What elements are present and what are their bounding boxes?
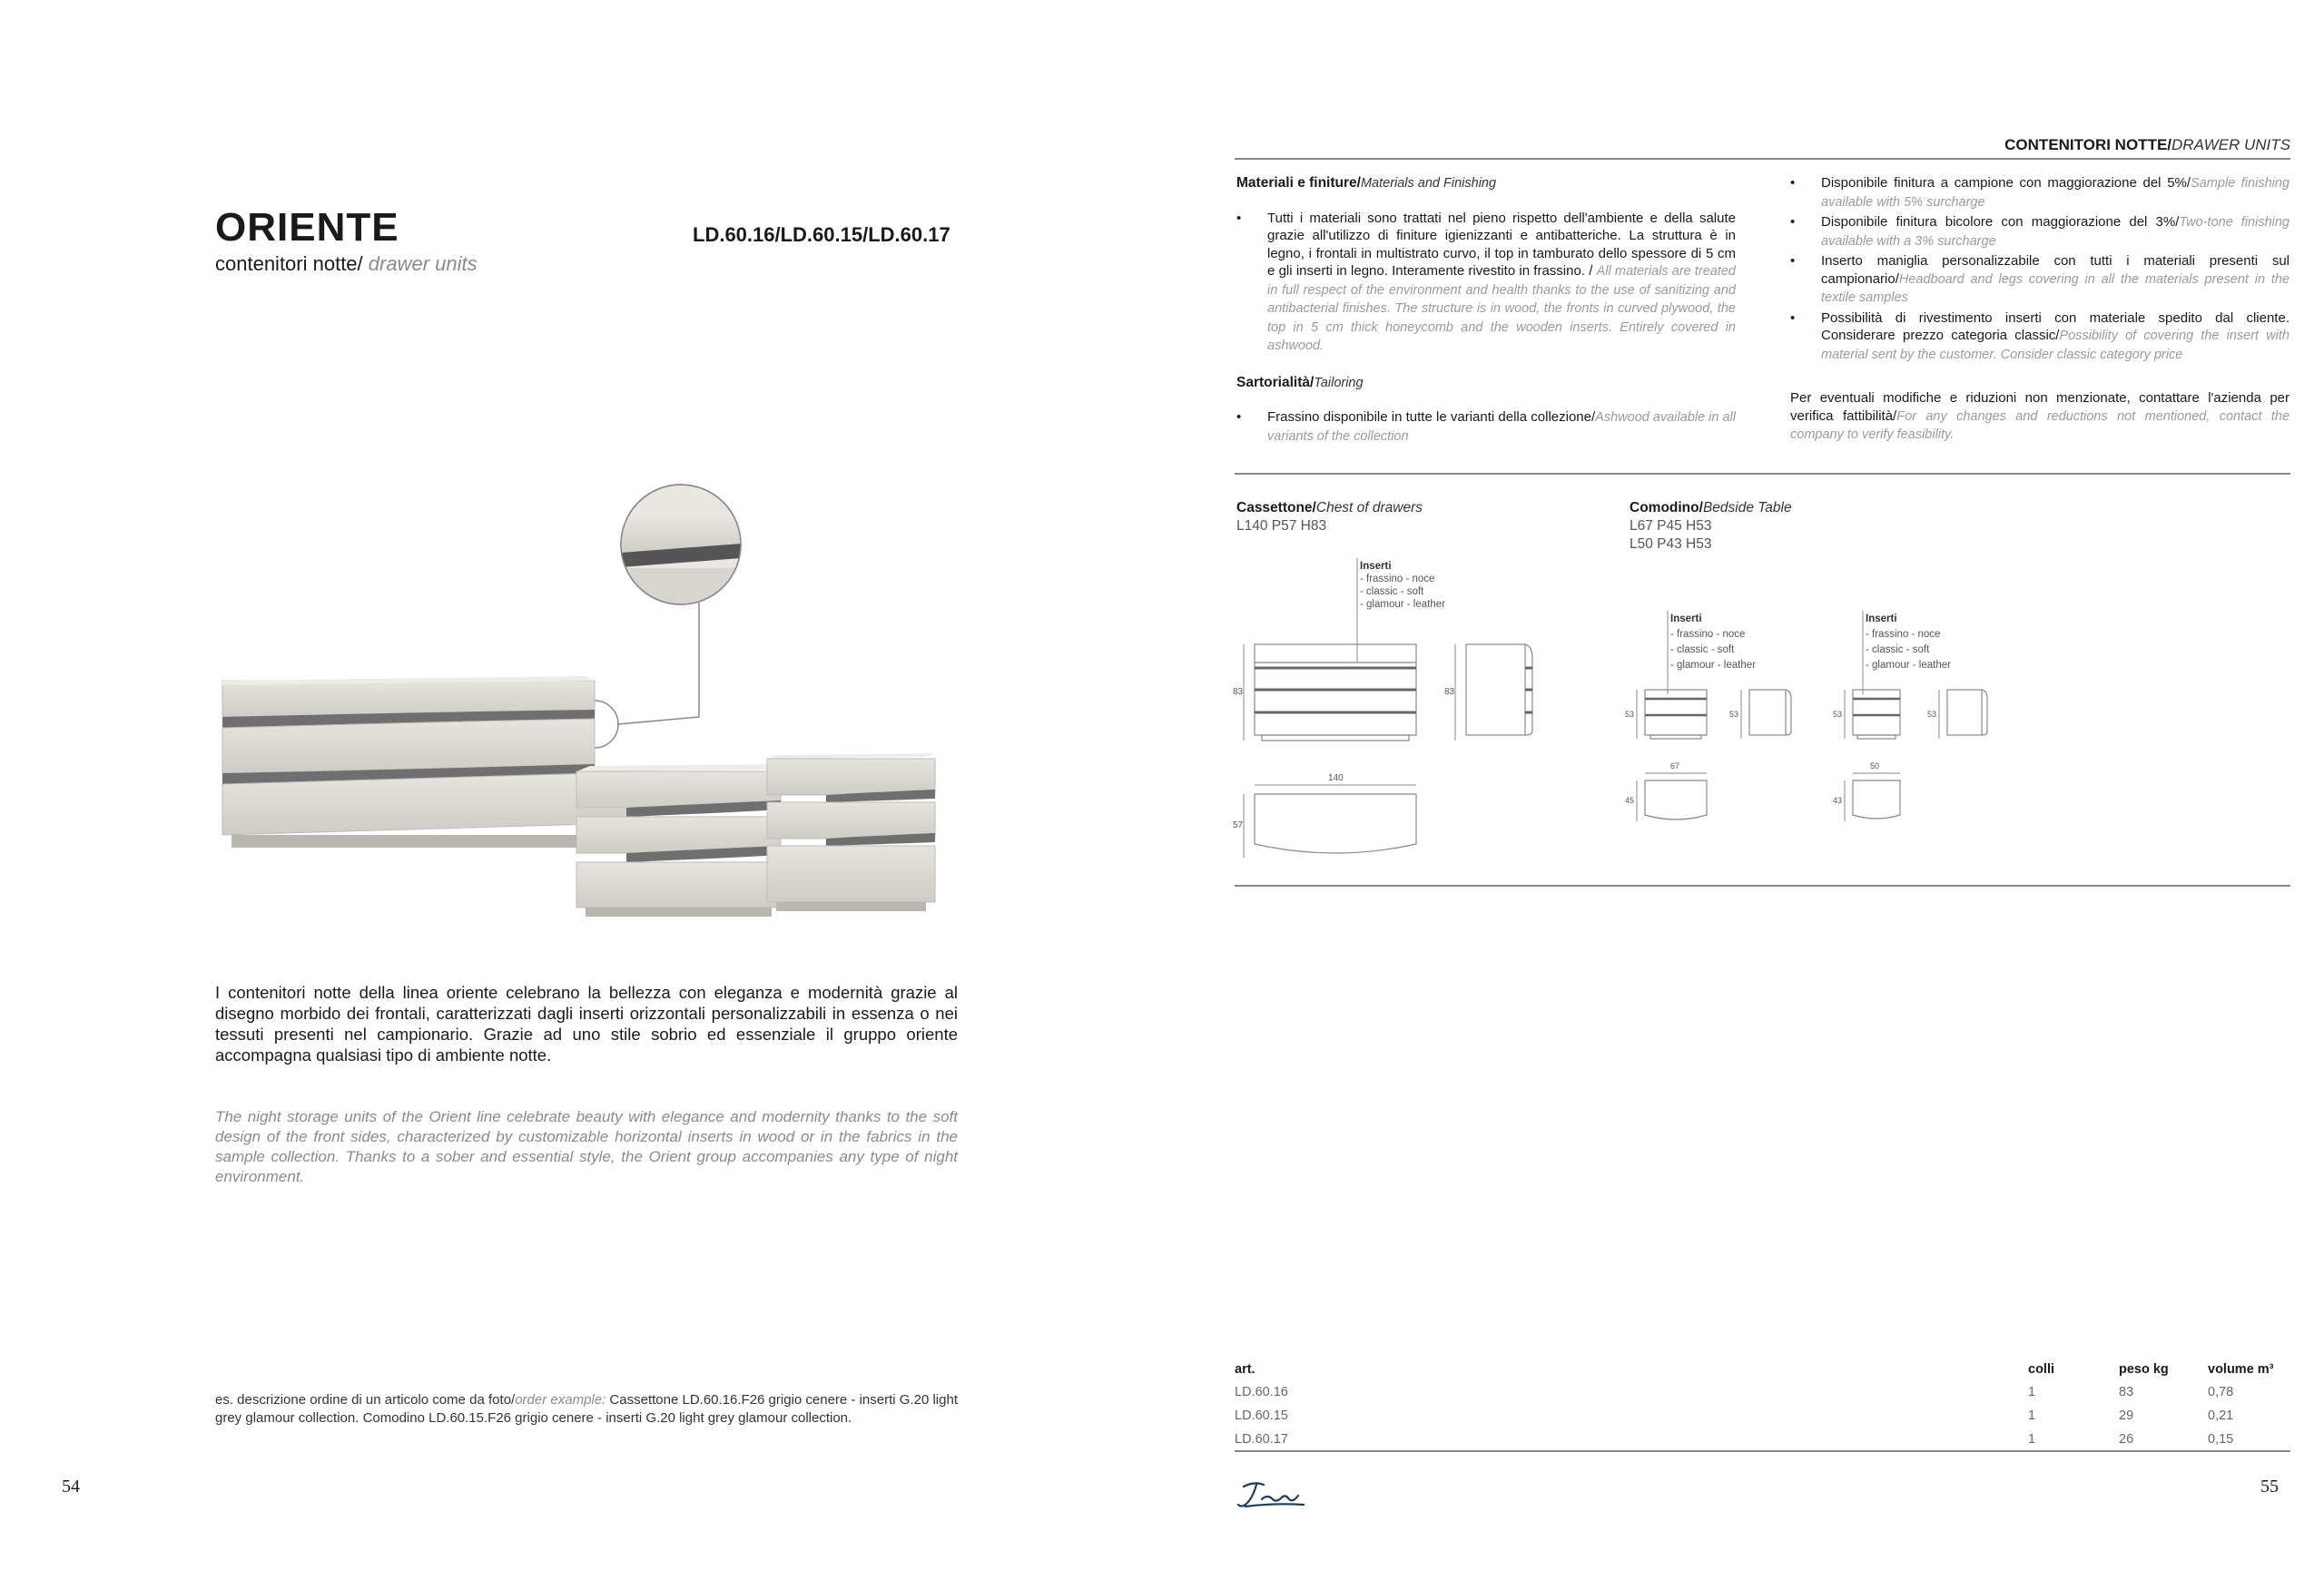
inserts-legend-bedside-2 bbox=[1863, 611, 1951, 694]
option-item-it: Inserto maniglia personalizzabile con tutti i materiali presenti sul campionario/ bbox=[1821, 253, 2290, 287]
option-item bbox=[1790, 309, 2290, 365]
chest-side-drawing bbox=[1444, 644, 1532, 741]
top-rule bbox=[1235, 158, 2290, 160]
bedside-2-front-drawing bbox=[1833, 690, 1900, 739]
bedside-2-side-drawing bbox=[1927, 690, 1987, 739]
subtitle-en: drawer units bbox=[362, 252, 478, 275]
dim-label: 67 bbox=[1670, 761, 1680, 770]
option-item-en: Sample finishing available with 5% surcharge bbox=[1821, 176, 2290, 210]
inserts-line: - frassino - noce bbox=[1670, 629, 1746, 640]
page-number-left: 54 bbox=[62, 1477, 80, 1497]
description-italian: I contenitori notte della linea oriente celebrano la bellezza con eleganza e modernità grazie al disegno morbido dei frontali, caratterizzati dagli inserti orizzontali personalizzabili in essenza o nei tessuti presenti nel campionario. Grazie ad uno stile sobrio ed essenziale il gruppo oriente accompagna qualsiasi tipo di ambiente notte. bbox=[215, 983, 958, 1065]
table-cell: 1 bbox=[2028, 1408, 2036, 1423]
dim-label: 57 bbox=[1233, 820, 1244, 830]
page-title: ORIENTE bbox=[215, 205, 399, 250]
options-list bbox=[1790, 174, 2290, 364]
option-item-en: Headboard and legs covering in all the materials present in the textile samples bbox=[1821, 271, 2290, 305]
drawing-rule bbox=[1235, 885, 2290, 887]
option-item bbox=[1790, 174, 2290, 211]
dim-label: 53 bbox=[1833, 710, 1843, 719]
table-row bbox=[1235, 1404, 2290, 1428]
dim-label: 53 bbox=[1625, 710, 1635, 719]
inserts-line: - glamour - leather bbox=[1670, 660, 1756, 671]
product-photo bbox=[209, 481, 944, 935]
tailoring-list bbox=[1236, 408, 1736, 446]
option-item-it: Disponibile finitura a campione con maggiorazione del 5%/ bbox=[1821, 175, 2191, 191]
chest-top-drawing bbox=[1233, 773, 1416, 858]
tailoring-item bbox=[1236, 408, 1736, 446]
product-table bbox=[1235, 1359, 2290, 1451]
table-header-cell: peso kg bbox=[2119, 1362, 2169, 1377]
tailoring-item-en: Ashwood available in all variants of the collection bbox=[1267, 410, 1736, 444]
table-header bbox=[1235, 1359, 2290, 1380]
inserts-line: - frassino - noce bbox=[1360, 574, 1435, 584]
brand-logo bbox=[1236, 1479, 1309, 1512]
order-en: order example: bbox=[515, 1392, 606, 1408]
chest-front-drawing bbox=[1233, 644, 1416, 741]
table-cell: LD.60.17 bbox=[1235, 1432, 1288, 1447]
subtitle-it: contenitori notte/ bbox=[215, 252, 363, 275]
bedside-dims-2: L50 P43 H53 bbox=[1630, 536, 1712, 552]
bedside-title-en: Bedside Table bbox=[1702, 500, 1792, 515]
bedside-dims-1: L67 P45 H53 bbox=[1630, 518, 1712, 534]
bedside-2-top-drawing bbox=[1833, 761, 1900, 821]
table-row bbox=[1235, 1428, 2290, 1451]
dim-label: 45 bbox=[1625, 796, 1635, 805]
table-cell: 26 bbox=[2119, 1432, 2134, 1447]
table-cell: 1 bbox=[2028, 1385, 2036, 1399]
table-cell: LD.60.16 bbox=[1235, 1385, 1288, 1399]
inserts-line: - classic - soft bbox=[1360, 586, 1424, 597]
inserts-label: Inserti bbox=[1360, 561, 1392, 572]
materials-heading-it: Materiali e finiture/ bbox=[1236, 175, 1361, 191]
bedside-title: Comodino/ bbox=[1630, 500, 1703, 515]
note-it: Per eventuali modifiche e riduzioni non menzionate, contattare l'azienda per verifica fattibilità/ bbox=[1790, 390, 2290, 424]
dim-label: 43 bbox=[1833, 796, 1843, 805]
section-header bbox=[1235, 136, 2290, 154]
bedside-1-front-drawing bbox=[1625, 690, 1707, 739]
table-rule bbox=[1235, 1450, 2290, 1452]
chest-heading bbox=[1236, 499, 1423, 535]
order-example bbox=[215, 1391, 958, 1428]
table-cell: 0,15 bbox=[2208, 1432, 2234, 1447]
table-cell: 29 bbox=[2119, 1408, 2134, 1423]
table-cell: 0,78 bbox=[2208, 1385, 2234, 1399]
inserts-line: - glamour - leather bbox=[1360, 599, 1445, 610]
dim-label: 50 bbox=[1870, 761, 1880, 770]
bedside-table-small-image bbox=[767, 753, 935, 911]
materials-column bbox=[1236, 174, 1736, 447]
dim-label: 53 bbox=[1927, 710, 1937, 719]
materials-heading bbox=[1236, 174, 1736, 193]
option-item bbox=[1790, 252, 2290, 308]
option-item-en: Two-tone finishing available with a 3% surcharge bbox=[1821, 215, 2290, 249]
materials-list bbox=[1236, 210, 1736, 356]
bedside-1-top-drawing bbox=[1625, 761, 1707, 821]
tailoring-item-it: Frassino disponibile in tutte le varianti della collezione/ bbox=[1267, 409, 1596, 425]
order-prefix: es. descrizione ordine di un articolo come da foto/ bbox=[215, 1392, 516, 1408]
materials-item bbox=[1236, 210, 1736, 356]
product-codes: LD.60.16/LD.60.15/LD.60.17 bbox=[693, 223, 950, 246]
dim-label: 83 bbox=[1233, 687, 1244, 697]
table-header-cell: volume m³ bbox=[2208, 1362, 2274, 1377]
inserts-line: - classic - soft bbox=[1670, 644, 1735, 655]
inserts-line: - classic - soft bbox=[1866, 644, 1930, 655]
inserts-line: - frassino - noce bbox=[1866, 629, 1941, 640]
inserts-label: Inserti bbox=[1670, 613, 1702, 624]
note-en: For any changes and reductions not mentioned, contact the company to verify feasibility. bbox=[1790, 408, 2290, 442]
chest-title-en: Chest of drawers bbox=[1315, 500, 1423, 515]
tailoring-heading-it: Sartorialità/ bbox=[1236, 374, 1315, 390]
table-cell: LD.60.15 bbox=[1235, 1408, 1288, 1423]
option-item-en: Possibility of covering the insert with material sent by the customer. Consider classic category price bbox=[1821, 329, 2290, 362]
table-header-cell: art. bbox=[1235, 1362, 1256, 1377]
inserts-line: - glamour - leather bbox=[1866, 660, 1951, 671]
technical-drawings bbox=[1235, 545, 2290, 871]
page-number-right: 55 bbox=[2260, 1477, 2279, 1497]
detail-callout bbox=[571, 485, 753, 748]
table-cell: 1 bbox=[2028, 1432, 2036, 1447]
chest-title: Cassettone/ bbox=[1236, 500, 1316, 515]
bedside-table-large-image bbox=[576, 764, 781, 917]
dim-label: 83 bbox=[1444, 687, 1455, 697]
inserts-label: Inserti bbox=[1866, 613, 1897, 624]
bedside-1-side-drawing bbox=[1729, 690, 1791, 739]
table-row bbox=[1235, 1380, 2290, 1404]
order-text: Cassettone LD.60.16.F26 grigio cenere - inserti G.20 light grey glamour collection. Comodino LD.60.15.F26 grigio cenere - inserti G.20 light grey glamour collection. bbox=[215, 1392, 958, 1426]
mid-rule bbox=[1235, 473, 2290, 475]
dim-label: 53 bbox=[1729, 710, 1739, 719]
materials-item-en: All materials are treated in full respect of the environment and health thanks to the use of sanitizing and antibacterial finishes. The structure is in wood, the fronts in curved plywood, the top in 5 cm thick honeycomb and the wooden inserts. Entirely covered in ashwood. bbox=[1267, 264, 1736, 353]
tailoring-heading-en: Tailoring bbox=[1314, 375, 1364, 390]
option-item-it: Possibilità di rivestimento inserti con materiale spedito dal cliente. Considerare prezzo categoria classic/ bbox=[1821, 309, 2290, 343]
options-column bbox=[1790, 174, 2290, 445]
dim-label: 140 bbox=[1328, 773, 1344, 783]
option-item bbox=[1790, 213, 2290, 250]
page-subtitle bbox=[215, 252, 478, 276]
tailoring-heading bbox=[1236, 374, 1736, 393]
description-english: The night storage units of the Orient line celebrate beauty with elegance and modernity thanks to the soft design of the front sides, characterized by customizable horizontal inserts in wood or in the fabrics in the sample collection. Thanks to a sober and essential style, the Orient group accompanies any type of night environment. bbox=[215, 1108, 958, 1185]
chest-of-drawers-image bbox=[222, 676, 595, 848]
table-cell: 0,21 bbox=[2208, 1408, 2234, 1423]
chest-dims: L140 P57 H83 bbox=[1236, 518, 1327, 534]
feasibility-note bbox=[1790, 389, 2290, 445]
table-cell: 83 bbox=[2119, 1385, 2134, 1399]
option-item-it: Disponibile finitura bicolore con maggiorazione del 3%/ bbox=[1821, 214, 2180, 230]
materials-item-it: Tutti i materiali sono trattati nel pieno rispetto dell'ambiente e della salute grazie all'utilizzo di finiture igienizzanti e antibatteriche. La struttura è in legno, i frontali in multistrato curvo, il top in tamburato dello spessore di 5 cm e gli inserti in legno. Interamente rivestito in frassino. / bbox=[1267, 210, 1736, 279]
table-header-cell: colli bbox=[2028, 1362, 2055, 1377]
section-head-bold: CONTENITORI NOTTE/ bbox=[2004, 136, 2172, 153]
materials-heading-en: Materials and Finishing bbox=[1360, 176, 1497, 191]
section-head-it: DRAWER UNITS bbox=[2171, 136, 2290, 153]
inserts-legend-chest bbox=[1357, 558, 1445, 662]
inserts-legend-bedside-1 bbox=[1668, 611, 1756, 694]
